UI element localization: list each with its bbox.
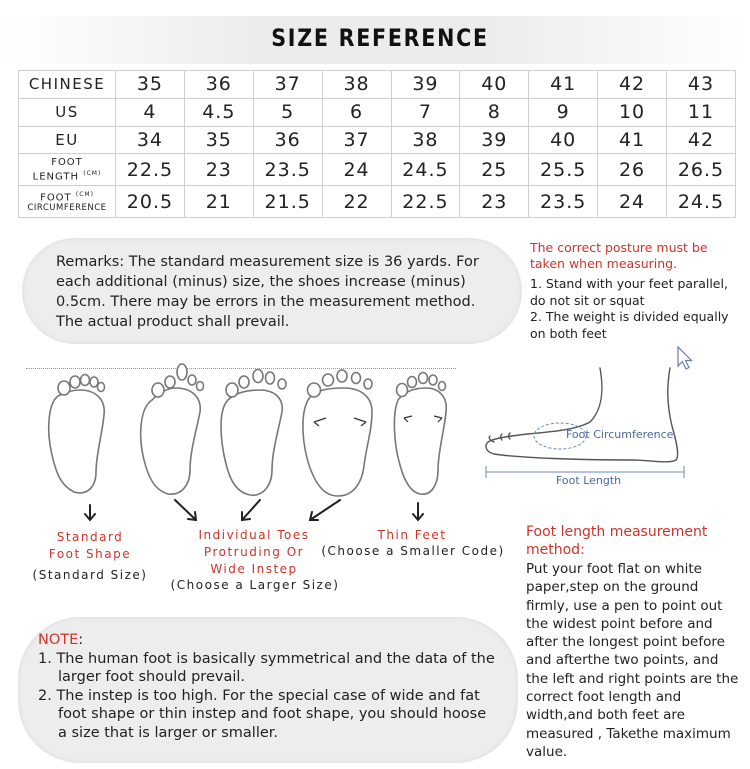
table-cell: 21 — [184, 186, 253, 218]
caption-line: Individual Toes — [198, 528, 310, 542]
table-cell: 39 — [391, 71, 460, 99]
table-row — [19, 98, 736, 126]
row-label-top: FOOT — [51, 157, 83, 169]
row-label-bottom-wrap — [19, 168, 115, 182]
table-cell: 23.5 — [529, 186, 598, 218]
foot-length-method-title: Foot length measurement method: — [526, 524, 708, 558]
table-cell: 20.5 — [116, 186, 185, 218]
arrow-down-icon — [310, 500, 340, 520]
table-cell: 4 — [116, 98, 185, 126]
table-row — [19, 186, 736, 218]
side-foot-icon — [486, 368, 678, 462]
table-cell: 42 — [598, 71, 667, 99]
wide-foot-icon — [303, 370, 372, 496]
table-cell: 43 — [667, 71, 736, 99]
table-cell: 8 — [460, 98, 529, 126]
row-label — [19, 186, 116, 218]
table-cell: 7 — [391, 98, 460, 126]
note-heading: NOTE — [38, 632, 79, 648]
page-title: SIZE REFERENCE — [271, 24, 489, 52]
table-cell: 40 — [460, 71, 529, 99]
table-cell: 26 — [598, 154, 667, 186]
posture-item: 2. The weight is divided equally on both feet — [530, 309, 729, 341]
table-cell: 37 — [253, 71, 322, 99]
row-label-top-wrap — [19, 189, 115, 203]
table-row — [19, 71, 736, 99]
table-cell: 24 — [598, 186, 667, 218]
standard-foot-icon — [49, 375, 105, 493]
note-item: 1. The human foot is basically symmetrical and the data of the larger foot should prevail. — [38, 650, 495, 685]
table-cell: 24.5 — [391, 154, 460, 186]
individual-sub: (Choose a Larger Size) — [170, 578, 340, 592]
table-row — [19, 154, 736, 186]
posture-list — [530, 276, 745, 342]
table-cell: 5 — [253, 98, 322, 126]
row-label-bottom: LENGTH — [32, 171, 80, 183]
table-cell: 38 — [391, 126, 460, 154]
row-label: CHINESE — [19, 71, 116, 99]
table-cell: 22 — [322, 186, 391, 218]
table-cell: 23.5 — [253, 154, 322, 186]
remarks-text: Remarks: The standard measurement size is 36 yards. For each additional (minus) size, the shoes increase (minus) 0.5cm. There may be errors in the measurement method. The actual product shall prevail. — [56, 254, 479, 330]
table-cell: 6 — [322, 98, 391, 126]
table-cell: 41 — [598, 126, 667, 154]
row-label-unit: (CM) — [75, 190, 94, 198]
foot-length-method-body: Put your foot flat on white paper,step on the ground firmly, use a pen to point out the widest point before and after the longest point before and afterthe two points, and the left and right points are the correct foot length and width,and both feet are measured , Takethe maximum value. — [526, 561, 739, 760]
thin-foot-icon — [394, 373, 446, 495]
note-heading-line — [38, 631, 498, 650]
row-label — [19, 154, 116, 186]
table-cell: 25 — [460, 154, 529, 186]
table-cell: 42 — [667, 126, 736, 154]
individual-caption — [184, 527, 324, 578]
foot-shapes-illustration — [20, 360, 460, 530]
wide-toes-foot-icon — [221, 370, 286, 496]
table-cell: 21.5 — [253, 186, 322, 218]
arrow-down-icon — [85, 505, 95, 520]
caption-line: Protruding Or — [203, 545, 305, 559]
posture-title: The correct posture must be taken when measuring. — [530, 240, 708, 271]
arrow-down-icon — [413, 503, 423, 520]
table-cell: 35 — [116, 71, 185, 99]
circumference-label: Foot Circumference — [566, 428, 674, 441]
table-cell: 9 — [529, 98, 598, 126]
table-cell: 36 — [253, 126, 322, 154]
row-label-unit: (CM) — [83, 170, 102, 178]
thin-sub: (Choose a Smaller Code) — [321, 544, 505, 558]
table-cell: 41 — [529, 71, 598, 99]
note-section — [38, 631, 498, 742]
table-cell: 34 — [116, 126, 185, 154]
arrow-down-icon — [242, 500, 260, 520]
arrow-down-icon — [175, 500, 196, 520]
row-label: US — [19, 98, 116, 126]
table-cell: 24 — [322, 154, 391, 186]
table-cell: 36 — [184, 71, 253, 99]
row-label-top: FOOT — [40, 192, 72, 204]
table-cell: 25.5 — [529, 154, 598, 186]
table-cell: 37 — [322, 126, 391, 154]
row-label-bottom: CIRCUMFERENCE — [27, 203, 107, 214]
standard-sub: (Standard Size) — [32, 568, 148, 582]
table-cell: 39 — [460, 126, 529, 154]
table-cell: 26.5 — [667, 154, 736, 186]
table-cell: 35 — [184, 126, 253, 154]
table-cell: 40 — [529, 126, 598, 154]
note-item: 2. The instep is too high. For the special case of wide and fat foot shape or thin instep and foot shape, you should hoose a size that is larger or smaller. — [38, 687, 487, 741]
standard-caption — [30, 529, 150, 563]
table-cell: 38 — [322, 71, 391, 99]
size-table — [18, 70, 736, 218]
protruding-toe-foot-icon — [141, 364, 204, 494]
table-row — [19, 126, 736, 154]
table-cell: 22.5 — [116, 154, 185, 186]
table-cell: 11 — [667, 98, 736, 126]
posture-item: 1. Stand with your feet parallel, do not sit or squat — [530, 276, 728, 308]
length-label: Foot Length — [556, 474, 622, 487]
table-cell: 22.5 — [391, 186, 460, 218]
table-cell: 24.5 — [667, 186, 736, 218]
table-cell: 4.5 — [184, 98, 253, 126]
table-cell: 23 — [460, 186, 529, 218]
note-colon: : — [78, 632, 84, 648]
row-label: EU — [19, 126, 116, 154]
caption-line: Standard — [56, 530, 124, 544]
table-cell: 10 — [598, 98, 667, 126]
caption-line: Wide Instep — [210, 562, 298, 576]
thin-caption: Thin Feet — [377, 528, 447, 542]
table-cell: 23 — [184, 154, 253, 186]
caption-line: Foot Shape — [48, 547, 132, 561]
